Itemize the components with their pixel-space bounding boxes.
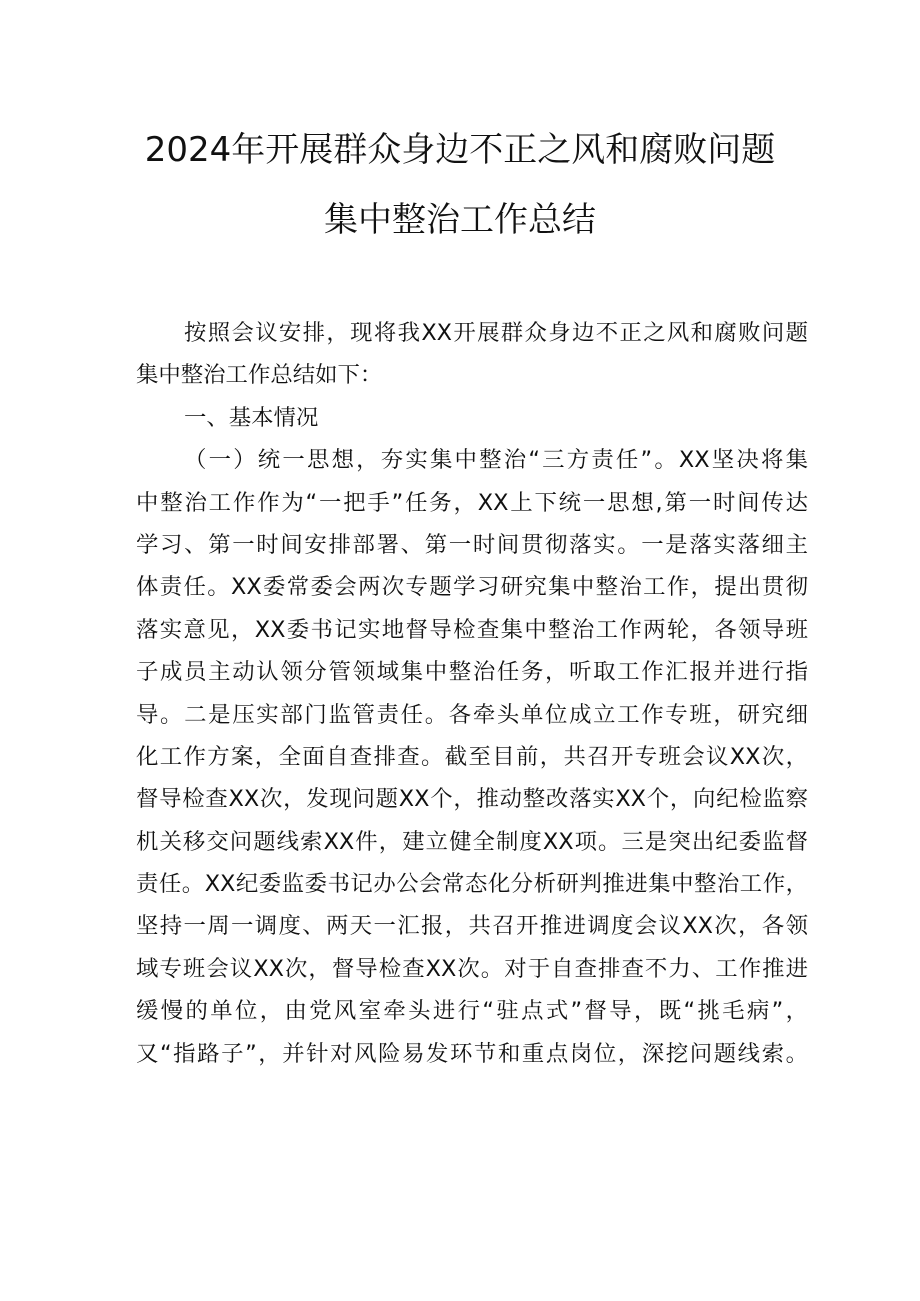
paragraph-line: 责任。XX纪委监委书记办公会常态化分析研判推进集中整治工作， [136,871,808,898]
paragraph-line: 导。二是压实部门监管责任。各牵头单位成立工作专班，研究细 [136,701,808,728]
paragraph-line: 子成员主动认领分管领域集中整治任务，听取工作汇报并进行指 [136,659,808,686]
paragraph-line: 缓慢的单位，由党风室牵头进行“驻点式”督导，既“挑毛病”， [136,998,808,1025]
paragraph-line: 域专班会议XX次，督导检查XX次。对于自查排查不力、工作推进 [136,955,808,982]
paragraph-line: 按照会议安排，现将我XX开展群众身边不正之风和腐败问题 [184,320,808,346]
document-title-line-2: 集中整治工作总结 [324,200,596,240]
paragraph-line: 机关移交问题线索XX件，建立健全制度XX项。三是突出纪委监督 [136,828,808,855]
section-heading: 一、基本情况 [184,404,319,431]
paragraph-line: 坚持一周一调度、两天一汇报，共召开推进调度会议XX次，各领 [136,913,808,940]
document-body [136,312,808,1075]
paragraph-line: 集中整治工作总结如下： [136,362,383,389]
paragraph-line: 中整治工作作为“一把手”任务，XX上下统一思想,第一时间传达 [136,489,808,516]
paragraph-line: 化工作方案，全面自查排查。截至目前，共召开专班会议XX次， [136,743,808,770]
paragraph-line: 落实意见，XX委书记实地督导检查集中整治工作两轮，各领导班 [136,616,808,643]
document-title-line-1: 2024年开展群众身边不正之风和腐败问题 [144,130,776,170]
paragraph-line: 学习、第一时间安排部署、第一时间贯彻落实。一是落实落细主 [136,531,808,558]
paragraph-line: 督导检查XX次，发现问题XX个，推动整改落实XX个，向纪检监察 [136,786,808,813]
paragraph-line: （一）统一思想，夯实集中整治“三方责任”。XX坚决将集 [184,447,808,474]
paragraph-line: 又“指路子”，并针对风险易发环节和重点岗位，深挖问题线索。 [136,1040,808,1067]
paragraph-line: 体责任。XX委常委会两次专题学习研究集中整治工作，提出贯彻 [136,574,808,601]
